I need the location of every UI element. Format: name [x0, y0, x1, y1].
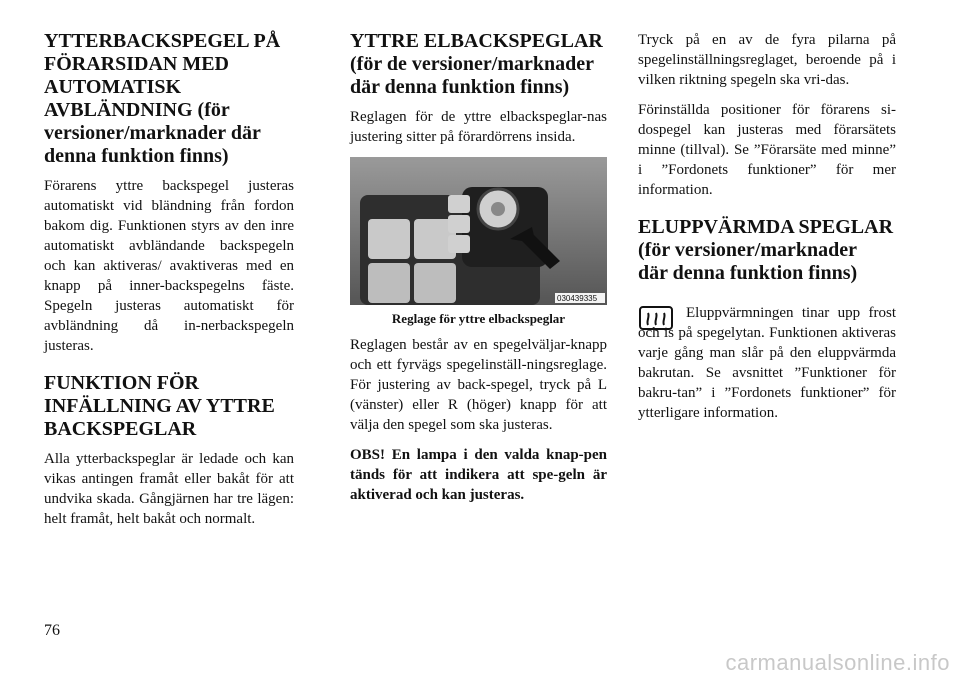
column-right: [638, 30, 896, 433]
heading-line: där denna funktion finns): [350, 76, 570, 98]
paragraph-controls-location: Reglagen för de yttre elbackspeglar-nas justering sitter på förardörrens insida.: [350, 109, 607, 145]
heading-line: FÖRARSIDAN MED: [44, 53, 229, 75]
heading-line: ELUPPVÄRMDA SPEGLAR: [638, 216, 894, 238]
photo-caption: Reglage för yttre elbackspeglar: [391, 311, 566, 326]
column-middle: [350, 30, 607, 515]
watermark: carmanualsonline.info: [725, 650, 950, 675]
paragraph-folding-mirrors: Alla ytterbackspeglar är ledade och kan vikas antingen framåt eller bakåt för att undvika skada. Gångjärnen har tre lägen: helt framåt, helt bakåt och normalt.: [44, 451, 294, 527]
heading-line: FUNKTION FÖR: [44, 372, 199, 394]
mirror-controls-photo: [350, 157, 607, 305]
page-number: 76: [44, 622, 60, 639]
heading-line: där denna funktion finns): [638, 262, 858, 284]
heated-mirror-block: [638, 303, 896, 423]
heading-heated-mirrors: [638, 216, 896, 285]
note-indicator-lamp: OBS! En lampa i den valda knap-pen tänds för att indikera att spe-geln är aktiverad och kan justeras.: [350, 447, 607, 503]
heading-line: YTTERBACKSPEGEL PÅ: [44, 30, 281, 52]
mirror-switch-panel-illustration: [350, 157, 607, 305]
heading-line: YTTRE ELBACKSPEGLAR: [350, 30, 603, 52]
paragraph-heated-mirrors: Eluppvärmningen tinar upp frost och is på spegelytan. Funktionen aktiveras varje gång man slår på den eluppvärmda bakrutan. Se avsnittet ”Funktioner för bakru-tan” i ”Fordonets funktioner” för ytterligare information.: [638, 305, 896, 421]
paragraph-controls-description: Reglagen består av en spegelväljar-knapp och ett fyrvägs spegelinställ-ningsreglage. För justering av back-spegel, tryck på L (vänster) eller R (höger) knapp för att välja den spegel som ska justeras.: [350, 337, 607, 433]
heading-line: AVBLÄNDNING (för: [44, 99, 230, 121]
heated-mirror-icon: [638, 305, 674, 331]
heading-folding-mirrors: [44, 372, 294, 441]
paragraph-arrow-adjust: Tryck på en av de fyra pilarna på spegelinställningsreglaget, beroende på i vilken riktning spegeln ska vri-das.: [638, 32, 896, 88]
heading-line: INFÄLLNING AV YTTRE: [44, 395, 275, 417]
paragraph-memory-seat: Förinställda positioner för förarens si-dospegel kan justeras med förarsätets minne (tillval). Se ”Förarsäte med minne” i ”Fordonets funktioner” för mer information.: [638, 102, 896, 198]
heading-line: AUTOMATISK: [44, 76, 182, 98]
heading-auto-dimming-mirror: [44, 30, 294, 168]
column-left: [44, 30, 294, 539]
heading-line: versioner/marknader där: [44, 122, 261, 144]
image-code: 030439335: [557, 294, 598, 303]
paragraph-auto-dimming: Förarens yttre backspegel justeras automatiskt vid bländning från fordon bakom dig. Funktionen styrs av den inre automatiskt avbländande backspegeln och kan aktiveras/ avaktiveras med en knapp på inner-backspegelns fäste. Spegeln justeras automatiskt för avbländning då in-nerbackspegeln justeras.: [44, 178, 294, 354]
heading-line: (för versioner/marknader: [638, 239, 858, 261]
heading-power-mirrors: [350, 30, 607, 99]
heading-line: denna funktion finns): [44, 145, 229, 167]
heading-line: BACKSPEGLAR: [44, 418, 197, 440]
heading-line: (för de versioner/marknader: [350, 53, 595, 75]
